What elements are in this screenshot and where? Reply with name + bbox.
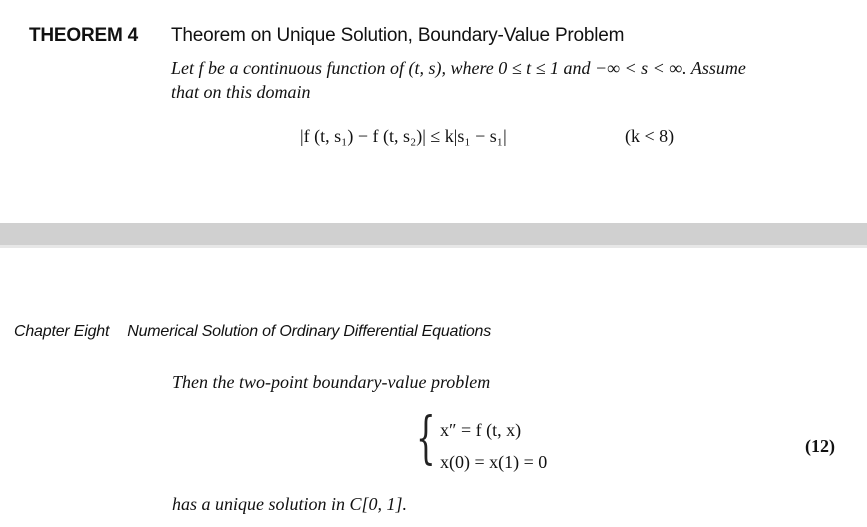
equation-line-2: x(0) = x(1) = 0 [440,452,548,472]
running-header [14,323,491,341]
body-paragraph-then: Then the two-point boundary-value problem [172,372,491,392]
lipschitz-inequality: |f (t, s₁) − f (t, s₂)| ≤ k|s₁ − s₁| [300,126,507,146]
chapter-number: Chapter Eight [14,323,110,340]
page-separator [0,223,867,245]
equation-number: (12) [805,436,835,456]
theorem-title: Theorem on Unique Solution, Boundary-Value Problem [171,25,625,46]
lipschitz-condition: (k < 8) [625,126,675,146]
theorem-statement-line-2: that on this domain [171,82,311,102]
body-paragraph-unique: has a unique solution in C[0, 1]. [172,494,408,514]
chapter-title: Numerical Solution of Ordinary Differential Equations [127,323,492,340]
system-brace: { [416,406,436,471]
theorem-statement-line-1: Let f be a continuous function of (t, s), where 0 ≤ t ≤ 1 and −∞ < s < ∞. Assume [171,58,746,78]
theorem-label: THEOREM 4 [29,25,139,46]
equation-line-1: x″ = f (t, x) [440,420,522,440]
